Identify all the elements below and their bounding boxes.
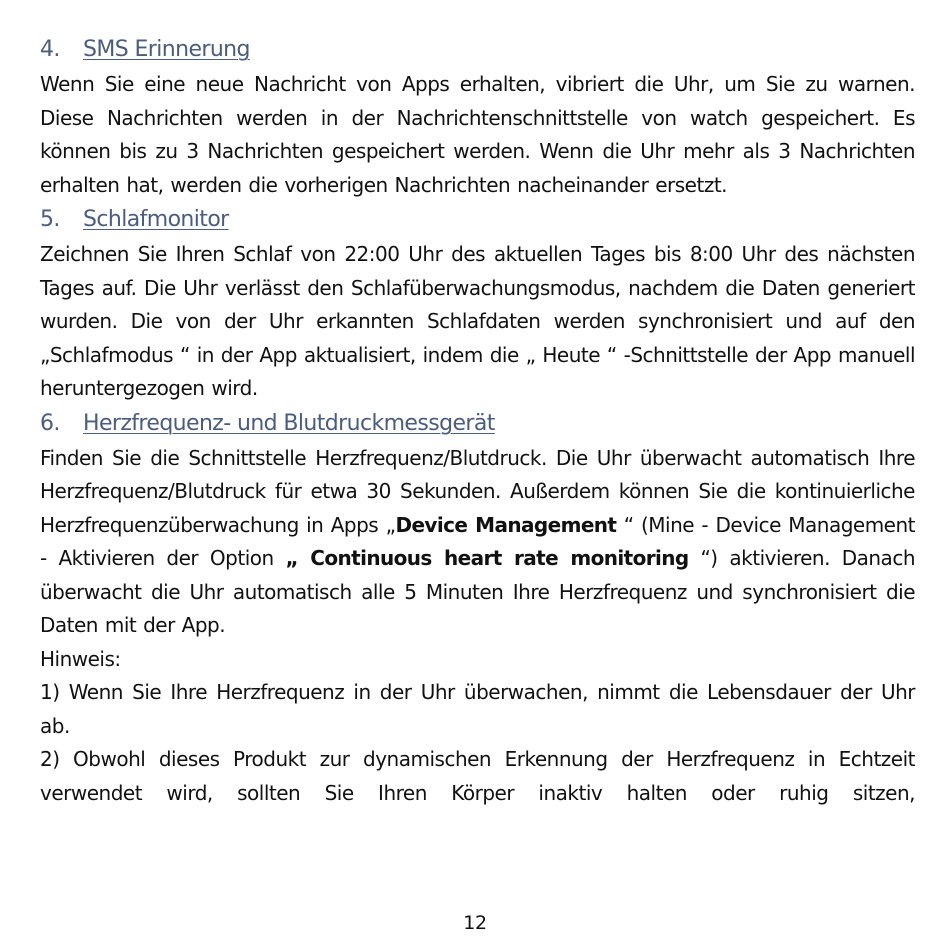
body-text: “ (Mine - Device Management - Aktivieren der Option [40, 512, 916, 570]
section-body-sms: Wenn Sie eine neue Nachricht von Apps erhalten, vibriert die Uhr, um Sie zu warnen. Diese Nachrichten werden in der Nachrichtenschnittstelle von watch gespeichert. Es können bis zu 3 Nachrichten gespeichert werden. Wenn die Uhr mehr als 3 Nachrichten erhalten hat, werden die vorherigen Nachrichten nacheinander ersetzt. [40, 72, 915, 197]
bold-term: „ Continuous heart rate monitoring [285, 546, 689, 570]
note-item: 2) Obwohl dieses Produkt zur dynamischen Erkennung der Herzfrequenz in Echtzeit verwendet wird, sollten Sie Ihren Körper inaktiv halten oder ruhig sitzen, [40, 747, 915, 805]
section-number: 5. [40, 207, 60, 232]
body-text: Finden Sie die Schnittstelle Herzfrequenz/Blutdruck. Die Uhr überwacht automatisch Ihre Herzfrequenz/Blutdruck für etwa 30 Sekunden. Außerdem können Sie die kontinuierliche Herzfrequenzüberwachung in Apps „ [40, 445, 915, 537]
section-heading-sleep [40, 204, 915, 238]
section-title: Schlafmonitor [83, 207, 229, 232]
manual-page [40, 34, 915, 810]
section-title: Herzfrequenz- und Blutdruckmessgerät [83, 410, 495, 436]
page-number: 12 [463, 912, 487, 934]
section-body-heartrate [40, 442, 915, 643]
bold-term: Device Management [395, 512, 617, 537]
section-heading-sms [40, 34, 915, 68]
note-label: Hinweis: [40, 646, 121, 671]
section-title: SMS Erinnerung [83, 37, 250, 62]
note-item: 1) Wenn Sie Ihre Herzfrequenz in der Uhr überwachen, nimmt die Lebensdauer der Uhr ab. [40, 680, 915, 738]
body-text: “) aktivieren. Danach überwacht die Uhr automatisch alle 5 Minuten Ihre Herzfrequenz und synchronisiert die Daten mit der App. [40, 546, 915, 637]
section-number: 4. [40, 37, 60, 62]
section-body-sleep: Zeichnen Sie Ihren Schlaf von 22:00 Uhr des aktuellen Tages bis 8:00 Uhr des nächsten Tages auf. Die Uhr verlässt den Schlafüberwachungsmodus, nachdem die Daten generiert wurden. Die von der Uhr erkannten Schlafdaten werden synchronisiert und auf den „Schlafmodus “ in der App aktualisiert, indem die „ Heute “ -Schnittstelle der App manuell heruntergezogen wird. [40, 242, 915, 400]
section-number: 6. [40, 410, 60, 436]
section-heading-heartrate [40, 408, 915, 442]
